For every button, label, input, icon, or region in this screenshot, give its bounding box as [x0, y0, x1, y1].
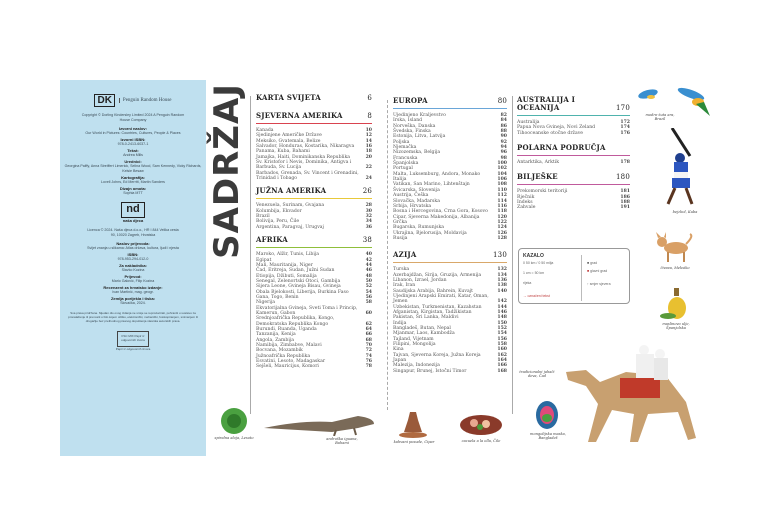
cazuela-image	[458, 412, 504, 438]
toc-section	[393, 251, 507, 374]
entry-page: 138	[497, 283, 507, 289]
entry-name: Bugarska, Rumunjska	[393, 225, 445, 231]
divider	[387, 100, 388, 410]
entry-page: 64	[365, 326, 372, 332]
toc-section	[393, 97, 507, 241]
entry-name: Ujedinjeni Arapski Emirati, Katar, Oman, Jemen	[393, 293, 489, 305]
legend-divider	[581, 255, 582, 301]
toc-section	[256, 94, 372, 106]
entry-name: Papua Nova Gvineja, Novi Zeland	[517, 125, 596, 131]
rights-notice: Sva prava pridržana. Nijedan dio ovog izdanja ne smije se reproducirati, pohraniti u sustavu za pronalaženje ili prenositi u bilo kojem obliku, elektronički, mehanički, fotokopiranjem, snimanjem ili drugačije bez prethodnog pisanog dopuštenja vlasnika autorskih prava.	[68, 311, 198, 323]
entry-name: Nigerija	[256, 300, 275, 306]
value: Ivan Martinić, mag. geogr.	[112, 290, 154, 294]
entry-name: Saudijska Arabija, Bahrein, Kuvajt	[393, 288, 473, 294]
entry-name: Kanada	[256, 128, 274, 133]
entry-page: 134	[497, 272, 507, 278]
entry-page: 104	[497, 171, 507, 177]
entry-name: Mjanmar, Laos, Kambodža	[393, 331, 455, 337]
map-legend	[518, 248, 630, 304]
entry-name: Poljska	[393, 139, 410, 145]
value: Georgina Palffy, Anna Streiffert Limerick, Selina Wood, Sam Kennedy, Vicky Richards, Kelsie Besaw	[64, 164, 202, 173]
entry-page: 132	[497, 267, 507, 273]
entry-page: 150	[497, 320, 507, 326]
entry-name: Kina	[393, 347, 404, 353]
entry-name: Irska, Island	[393, 118, 423, 124]
entry-page: 66	[365, 332, 372, 338]
entry-page: 82	[500, 113, 507, 118]
section-heading[interactable]	[256, 94, 372, 106]
caption-macaw: modro-žuta ara, Brazil	[645, 113, 675, 122]
toc-section	[517, 173, 630, 210]
entry-page: 34	[365, 219, 372, 225]
entry-name: Švedska, Finska	[393, 129, 431, 135]
entry-name: Indija	[393, 320, 407, 326]
legend-north: ↑ smjer sjevera	[587, 282, 611, 286]
entry-page: 10	[365, 128, 372, 133]
value: Svijet znanja u slikama: Atlas država, kultura, ljudi i njesta	[87, 246, 179, 250]
section-page: 6	[367, 94, 372, 102]
entry-page: 114	[497, 198, 507, 204]
toc-entry[interactable]	[393, 369, 507, 374]
value: Sophia MTT	[123, 191, 143, 195]
value: Mario Galović, Filip Kozina	[111, 279, 155, 283]
entry-page: 100	[497, 161, 507, 167]
legend-disputed-label: označeni tekst	[527, 294, 550, 298]
entry-page: 181	[620, 189, 630, 195]
section-heading[interactable]	[393, 97, 507, 109]
dk-logo: DK	[94, 94, 114, 107]
label: Za nakladnika:	[119, 263, 147, 268]
value: Our World in Pictures: Countries, Cultures, People & Places	[85, 131, 181, 135]
entry-name: Malezija, Indonezija	[393, 363, 440, 369]
entry-page: 58	[365, 300, 372, 306]
entry-page: 166	[497, 363, 507, 369]
divider	[512, 96, 513, 414]
entry-name: Indeks	[517, 200, 533, 206]
entry-page: 112	[497, 193, 507, 199]
section-heading[interactable]	[256, 236, 372, 248]
entry-page: 174	[620, 125, 630, 131]
entry-name: Venezuela, Surinam, Gvajana	[256, 203, 325, 209]
entry-name: Maroko, Alžir, Tunis, Libija	[256, 252, 319, 258]
entry-page: 146	[497, 310, 507, 315]
entry-page: 188	[620, 200, 630, 206]
entry-name: Tajvan, Sjeverna Koreja, Južna Koreja	[393, 352, 481, 358]
entry-page: 172	[620, 120, 630, 125]
entry-page: 88	[500, 129, 507, 135]
label: Izvorni naslov:	[118, 126, 147, 131]
entry-name: Austrija, Češka	[393, 193, 429, 199]
entry-name: Nizozemska, Belgija	[393, 150, 441, 156]
entry-page: 94	[500, 145, 507, 151]
entry-name: Singapur, Brunej, Istočni Timor	[393, 368, 467, 374]
entry-name: Senegal, Zelenortski Otoci, Gambija	[256, 278, 341, 284]
entry-name: Južnoafrička Republika	[256, 353, 311, 359]
section-heading[interactable]	[517, 173, 630, 185]
entry-name: Angola, Zambija	[256, 337, 294, 343]
olive-oil-image	[660, 286, 694, 322]
entry-page: 128	[497, 235, 507, 241]
toc-entry[interactable]	[256, 171, 372, 182]
entry-page: 168	[497, 368, 507, 374]
toc-entry[interactable]	[256, 316, 372, 327]
entry-name: Slovačka, Mađarska	[393, 198, 440, 204]
entry-name: Njemačka	[393, 145, 417, 151]
entry-name: Burundi, Ruanda, Uganda	[256, 326, 317, 332]
entry-page: 191	[620, 205, 630, 211]
entry-name: Brazil	[256, 214, 270, 220]
label: Tekst:	[127, 148, 139, 153]
entry-page: 92	[500, 139, 507, 145]
baseball-player-image	[660, 128, 706, 208]
entry-page: 16	[365, 144, 372, 150]
entry-name: Vatikan, San Marino, Lihtenštajn	[393, 182, 470, 188]
fsc-logo: FSC MIX Papir iz odgovornih izvora	[117, 331, 149, 347]
entry-name: Argentina, Paragvaj, Urugvaj	[256, 224, 324, 230]
legend-city: ■ grad	[587, 261, 598, 265]
entry-name: Jamajka, Haiti, Dominikanska Republika	[256, 154, 350, 160]
entry-page: 42	[365, 257, 372, 263]
entry-page: 106	[497, 177, 507, 183]
entry-page: 84	[500, 118, 507, 124]
entry-page: 74	[365, 353, 372, 359]
toc-section	[256, 236, 372, 370]
section-heading[interactable]	[256, 112, 372, 124]
entry-page: 178	[620, 160, 630, 166]
license: Licenca © 2024. Naša djeca d.o.o., HR I 844 Velika cesta 90, 10020 Zagreb, Hrvatska	[87, 228, 179, 237]
entry-page: 136	[497, 277, 507, 283]
entry-name: Australija	[517, 120, 540, 125]
entry-page: 78	[365, 364, 372, 370]
divider	[250, 96, 251, 414]
entry-page: 160	[497, 347, 507, 353]
entry-name: Bangladeš, Butan, Nepal	[393, 326, 451, 332]
entry-page: 98	[500, 155, 507, 161]
entry-name: Čad, Eritreja, Sudan, Južni Sudan	[256, 268, 335, 274]
entry-name: Uzbekistan, Turkmenistan, Kazahstan	[393, 304, 482, 310]
chihuahua-image	[652, 232, 696, 264]
entry-page: 72	[365, 348, 372, 354]
aloe-image	[214, 406, 254, 436]
prh-logo: Penguin Random House	[119, 98, 172, 103]
value: Slavko Kozina	[121, 268, 145, 272]
legend-disputed: → označeni tekst	[523, 294, 550, 298]
entry-page: 68	[365, 337, 372, 343]
entry-page: 162	[497, 352, 507, 358]
entry-page: 32	[365, 214, 372, 220]
entry-name: Afganistan, Kirgistan, Tadžikistan	[393, 310, 472, 315]
toc-column-2	[393, 97, 507, 374]
entry-page: 56	[365, 294, 372, 300]
entry-page: 122	[497, 219, 507, 225]
entry-name: Obala Bjelokosti, Liberija, Burkina Faso	[256, 289, 349, 295]
toc-section	[256, 112, 372, 181]
entry-page: 108	[497, 182, 507, 188]
entry-page: 14	[365, 138, 372, 144]
entry-name: Rusija	[393, 235, 408, 241]
toc-entry[interactable]	[256, 160, 372, 171]
entry-page: 76	[365, 359, 372, 365]
entry-page: 44	[365, 262, 372, 268]
entry-page: 28	[365, 203, 372, 209]
camel-riders-image	[556, 342, 724, 446]
toc-section	[517, 96, 630, 136]
iguana-image	[262, 410, 378, 436]
entry-page: 60	[365, 310, 372, 316]
section-title: BILJEŠKE	[517, 172, 558, 182]
toc-entry[interactable]	[256, 364, 372, 369]
entry-page: 118	[497, 209, 507, 215]
entry-name: Azerbajdžan, Sirija, Gruzija, Armenija	[393, 272, 482, 278]
entry-page: 140	[497, 288, 507, 294]
caption-chihuahua: čivava, Meksiko	[660, 266, 690, 270]
section-title: AUSTRALIJA I OCEANIJA	[517, 95, 576, 112]
entry-page: 22	[365, 165, 372, 171]
legend-capital-label: glavni grad	[590, 269, 608, 273]
entry-name: Mali, Mauritanija, Niger	[256, 262, 313, 268]
section-title: AZIJA	[393, 250, 417, 260]
toc-entry[interactable]	[517, 205, 630, 210]
legend-north-label: smjer sjevera	[589, 282, 611, 286]
entry-name: Srbija, Hrvatska	[393, 203, 432, 209]
entry-name: Pakistan, Šri Lanka, Maldivi	[393, 315, 459, 321]
fsc-note: Papir iz odgovornih izvora	[115, 347, 151, 352]
section-page: 80	[497, 97, 507, 105]
publisher-logo	[60, 94, 206, 107]
toc-entry[interactable]	[517, 131, 630, 136]
entry-page: 102	[497, 166, 507, 172]
label: Prijevod:	[124, 274, 142, 279]
section-heading[interactable]	[393, 251, 507, 263]
coffee-pot-image	[396, 410, 430, 440]
entry-page: 126	[497, 230, 507, 236]
section-heading[interactable]	[256, 187, 372, 199]
entry-page: 12	[365, 133, 372, 139]
entry-name: Gana, Togo, Benin	[256, 294, 299, 300]
entry-name: Bosna i Hercegovina, Crna Gora, Kosovo	[393, 209, 488, 215]
entry-name: Švicarska, Slovenija	[393, 187, 440, 193]
value: Lovell Johns, Ed Merritt, Martin Sanders	[101, 180, 165, 184]
entry-name: Barbados, Grenada, Sv. Vincent i Grenadini, Trinidad i Tobago	[256, 170, 359, 182]
entry-name: Srednjoafrička Republika, Kongo, Demokratska Republika Kongo	[256, 316, 335, 327]
section-page: 170	[616, 104, 630, 112]
entry-name: Irak, Iran	[393, 283, 416, 289]
entry-name: Kolumbija, Ekvador	[256, 208, 302, 214]
entry-name: Sv. Kristofor i Nevis, Dominika, Antigva i Barbuda, Sv. Lucija	[256, 160, 352, 171]
value: Slovačka, 2024.	[120, 301, 146, 305]
entry-page: 48	[365, 273, 372, 279]
entry-name: Portugal	[393, 166, 413, 172]
entry-page: 52	[365, 284, 372, 290]
macaw-image	[636, 84, 720, 116]
entry-name: Tanzanija, Kenija	[256, 332, 296, 338]
section-title: EUROPA	[393, 96, 428, 105]
entry-name: Malta, Luksemburg, Andora, Monako	[393, 171, 481, 177]
entry-page: 142	[497, 299, 507, 305]
mask-image	[534, 400, 560, 430]
caption-olive-oil: maslinovo ulje, Španjolska	[662, 322, 690, 331]
entry-name: Bocvana, Mozambik	[256, 348, 303, 354]
entry-name: Ujedinjeno Kraljevstvo	[393, 113, 446, 118]
label: Zemlja porijekla i tiska:	[110, 296, 156, 301]
entry-name: Rječnik	[517, 194, 535, 200]
entry-name: Norveška, Danska	[393, 123, 436, 129]
entry-page: 18	[365, 149, 372, 155]
page-title	[206, 83, 248, 259]
caption-aloe: spiralna aloja, Lesoto	[214, 436, 254, 440]
entry-name: Egipat	[256, 257, 272, 263]
section-page: 8	[367, 112, 372, 120]
entry-name: Antarktika, Arktik	[517, 160, 559, 166]
caption-mask: mongolijska maska, Bangladeš	[530, 432, 566, 441]
entry-page: 50	[365, 278, 372, 284]
entry-page: 154	[497, 331, 507, 337]
entry-page: 46	[365, 268, 372, 274]
page-title-text: SADRŽAJ	[207, 83, 248, 259]
entry-name: Grčka	[393, 219, 407, 225]
entry-page: 54	[365, 289, 372, 295]
legend-river: rijeka	[523, 281, 532, 285]
value: 978-0-2413-6037-1	[117, 142, 149, 146]
entry-page: 156	[497, 336, 507, 342]
legend-scale-note: 1 cm = 50 km	[523, 271, 545, 275]
entry-name: Turska	[393, 267, 410, 273]
entry-page: 144	[497, 304, 507, 310]
entry-name: Bolivija, Peru, Čile	[256, 219, 300, 225]
entry-name: Salvador, Honduras, Kostarika, Nikaragva	[256, 144, 355, 150]
caption-coffee: kahvani posude, Cipar	[393, 440, 435, 444]
section-title: SJEVERNA AMERIKA	[256, 111, 343, 120]
entry-name: Filipini, Mongolija	[393, 342, 436, 348]
entry-name: Ekvatorijalna Gvineja, Sveti Toma i Princip, Kamerun, Gabon	[256, 305, 358, 316]
entry-name: Francuska	[393, 155, 418, 161]
label: Urednici:	[124, 159, 142, 164]
entry-page: 62	[365, 321, 372, 327]
section-heading[interactable]	[517, 96, 630, 116]
entry-page: 158	[497, 342, 507, 348]
label: Kartografija:	[121, 175, 145, 180]
entry-page: 116	[497, 203, 507, 209]
legend-city-label: grad	[590, 261, 598, 265]
value: Andrea Mills	[123, 153, 143, 157]
entry-page: 176	[620, 130, 630, 136]
caption-camels: tradicionalni jahači deva, Čad	[519, 370, 555, 379]
entry-name: Tajland, Vijetnam	[393, 336, 434, 342]
entry-page: 24	[365, 176, 372, 182]
entry-page: 86	[500, 123, 507, 129]
entry-page: 30	[365, 208, 372, 214]
entry-name: Panama, Kuba, Bahami	[256, 149, 310, 155]
label: Recenzent za hrvatsko izdanje:	[103, 285, 163, 290]
entry-name: Italija	[393, 177, 407, 183]
entry-name: Esvatini, Lesoto, Madagaskar	[256, 359, 326, 365]
entry-page: 120	[497, 214, 507, 220]
section-page: 38	[362, 236, 372, 245]
entry-page: 148	[497, 315, 507, 321]
label: ISBN:	[127, 252, 139, 257]
label: Dizajn omota:	[119, 186, 147, 191]
legend-scale: 0 50 km / 0 50 milja	[523, 261, 554, 265]
toc-column-1	[256, 94, 372, 370]
entry-page: 36	[365, 224, 372, 230]
value: 978-953-294-012-0	[117, 257, 149, 261]
section-page: 26	[362, 187, 372, 196]
entry-name: Španjolska	[393, 161, 419, 167]
section-title: AFRIKA	[256, 235, 288, 245]
colophon-panel	[60, 80, 206, 456]
toc-section	[517, 144, 630, 165]
entry-page: 152	[497, 326, 507, 332]
toc-entry[interactable]	[256, 306, 372, 317]
legend-capital: ■ glavni grad	[587, 269, 608, 273]
caption-cazuela: cazuela a la olla, Čile	[461, 439, 501, 443]
entry-name: Estonija, Litva, Latvija	[393, 134, 446, 140]
nd-name: naša djeca	[122, 218, 144, 223]
entry-name: Sjedinjene Američke Države	[256, 133, 322, 139]
entry-name: Sejšeli, Mauricijus, Komori	[256, 364, 319, 370]
entry-name: Prekomorski teritoriji	[517, 189, 568, 195]
section-title: POLARNA PODRUČJA	[517, 143, 606, 153]
entry-name: Ukrajina, Bjelorusija, Moldavija	[393, 230, 467, 236]
entry-name: Zahvale	[517, 205, 536, 211]
entry-page: 124	[497, 225, 507, 231]
entry-page: 20	[365, 154, 372, 160]
copyright: Copyright © Dorling Kindersley Limited 2024 A Penguin Random House Company	[81, 113, 185, 122]
entry-name: Namibija, Zimbabve, Malavi	[256, 343, 322, 348]
entry-name: Libanon, Izrael, Jordan	[393, 277, 447, 283]
entry-page: 186	[620, 194, 630, 200]
section-heading[interactable]	[517, 144, 630, 156]
section-page: 180	[616, 173, 630, 182]
caption-iguana: androška iguana, Bahami	[326, 437, 358, 446]
label: Izvorni ISBN:	[120, 137, 146, 142]
entry-name: Sijera Leone, Gvineja Bisau, Gvineja	[256, 284, 341, 290]
toc-entry[interactable]	[393, 294, 507, 305]
toc-entry[interactable]	[256, 225, 372, 230]
entry-name: Meksiko, Gvatemala, Belize	[256, 138, 321, 144]
entry-name: Tihooceanske otočne države	[517, 130, 584, 136]
toc-section	[256, 187, 372, 230]
section-title: JUŽNA AMERIKA	[256, 186, 327, 196]
nd-logo: nd	[121, 202, 145, 218]
toc-column-3	[517, 96, 630, 211]
entry-page: 90	[500, 134, 507, 140]
section-title: KARTA SVIJETA	[256, 93, 321, 102]
entry-page: 110	[497, 187, 507, 193]
entry-page: 96	[500, 150, 507, 156]
toc-entry[interactable]	[517, 160, 630, 165]
entry-name: Japan	[393, 358, 407, 364]
entry-name: Etiopija, Džibuti, Somalija	[256, 273, 317, 279]
label: Naslov prijevoda:	[116, 241, 150, 246]
entry-name: Cipar, Sjeverna Makedonija, Albanija	[393, 214, 480, 220]
entry-page: 40	[365, 252, 372, 258]
caption-baseball: bejzbol, Kuba	[672, 210, 698, 214]
legend-title: KAZALO	[523, 253, 544, 259]
section-page: 130	[493, 251, 507, 260]
toc-entry[interactable]	[393, 236, 507, 241]
entry-page: 164	[497, 358, 507, 364]
entry-page: 70	[365, 343, 372, 348]
